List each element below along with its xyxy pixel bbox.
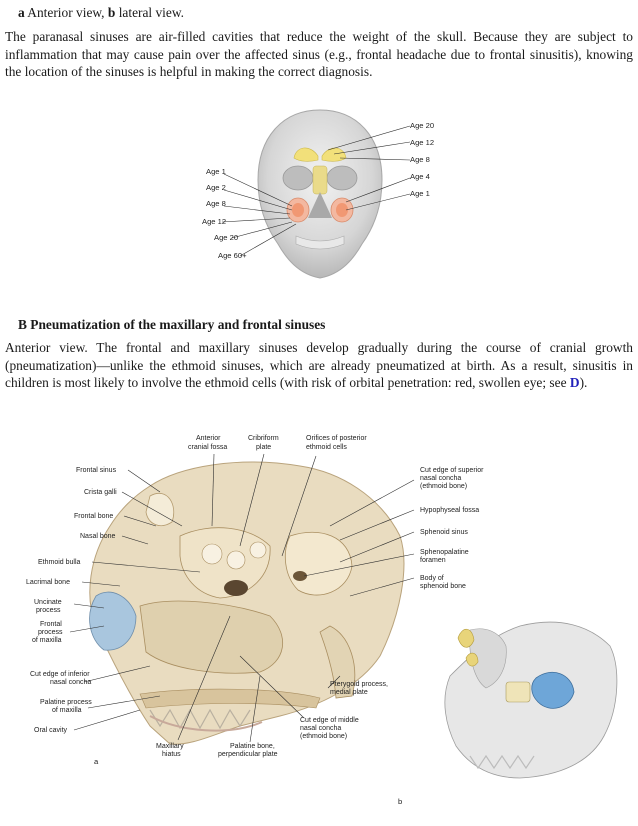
age-label-right: Age 8: [410, 155, 430, 164]
age-label-right: Age 20: [410, 121, 435, 130]
age-label-right: Age 4: [410, 172, 430, 181]
label-maxillary-hiatus: Maxillary hiatus: [156, 743, 184, 758]
pneumatization-paragraph: [5, 339, 633, 392]
label-sphenoid-sinus: Sphenoid sinus: [420, 529, 468, 536]
caption-letter-a: a: [18, 5, 25, 20]
right-orbit: [327, 166, 357, 190]
skull-pneumatization-figure: [200, 106, 440, 286]
age-label-left: Age 20: [214, 233, 239, 242]
label-anterior-cranial-fossa: Anterior cranial fossa: [188, 435, 228, 451]
age-label-right: Age 1: [410, 189, 430, 198]
panel-label-b: b: [398, 797, 403, 806]
label-frontal-bone: Frontal bone: [74, 513, 114, 520]
label-cut-edge-middle-concha: Cut edge of middle nasal concha (ethmoid bone): [300, 717, 359, 740]
age-label-left: Age 8: [206, 199, 226, 208]
label-body-sphenoid-bone: Body of sphenoid bone: [420, 575, 466, 590]
nasal-cavity-sagittal-figure: [0, 426, 638, 826]
figure-heading-b: B Pneumatization of the maxillary and frontal sinuses: [18, 317, 326, 332]
label-oral-cavity: Oral cavity: [34, 727, 68, 734]
label-uncinate-process: Uncinate process: [34, 599, 62, 614]
age-label-right: Age 12: [410, 138, 435, 147]
label-nasal-bone: Nasal bone: [80, 533, 116, 540]
age-label-left: Age 60+: [218, 251, 247, 260]
caption-text-a: Anterior view,: [24, 5, 108, 20]
label-lacrimal-bone: Lacrimal bone: [26, 579, 70, 586]
label-crista-galli: Crista galli: [84, 489, 117, 496]
panel-a-illustration: [90, 462, 404, 744]
label-ethmoid-bulla: Ethmoid bulla: [38, 559, 81, 566]
label-orifices-posterior-ethmoid-cells: Orifices of posterior ethmoid cells: [306, 435, 367, 451]
label-cut-edge-inferior-concha: Cut edge of inferior nasal concha: [30, 671, 92, 686]
age-label-left: Age 1: [206, 167, 226, 176]
label-cribriform-plate: Cribriform plate: [248, 435, 279, 451]
maxillary-sinus-left-core: [292, 203, 304, 217]
label-hypophyseal-fossa: Hypophyseal fossa: [420, 507, 480, 514]
para2-text: Anterior view. The frontal and maxillary sinuses develop gradually during the course of cranial growth (pneumatization)—unlike the ethmoid sinuses, which are already pneumatized at birth. As a result, sinusitis in children is most likely to involve the ethmoid cells (with risk of orbital penetration: red, swollen eye; see: [5, 340, 633, 391]
label-cut-edge-superior-concha: Cut edge of superior nasal concha (ethmoid bone): [420, 467, 484, 490]
caption-letter-b: b: [107, 5, 116, 20]
label-palatine-process-maxilla: Palatine process of maxilla: [40, 699, 92, 714]
label-pterygoid-process: Pterygoid process, medial plate: [330, 681, 388, 696]
label-frontal-process-maxilla: Frontal process of maxilla: [32, 621, 63, 644]
para2-suffix: ).: [579, 375, 588, 391]
label-palatine-bone: Palatine bone, perpendicular plate: [218, 743, 278, 758]
age-label-left: Age 2: [206, 183, 226, 192]
label-frontal-sinus: Frontal sinus: [76, 467, 117, 474]
label-sphenopalatine-foramen: Sphenopalatine foramen: [420, 549, 469, 564]
figure-caption-a: [18, 4, 184, 21]
intro-paragraph: The paranasal sinuses are air-filled cavities that reduce the weight of the skull. Because they are subject to inflammation that may cause pain over the affected sinus (e.g., frontal headache due to frontal sinusitis), knowing the location of the sinuses is helpful in making the correct diagnosis.: [5, 29, 633, 80]
panel-b-illustration: [445, 622, 617, 778]
figure-ref-d[interactable]: D: [569, 375, 580, 391]
age-label-left: Age 12: [202, 217, 227, 226]
caption-text-b: lateral view.: [115, 5, 184, 20]
left-orbit: [283, 166, 313, 190]
panel-label-a: a: [94, 757, 99, 766]
ethmoid-cells: [313, 166, 327, 194]
